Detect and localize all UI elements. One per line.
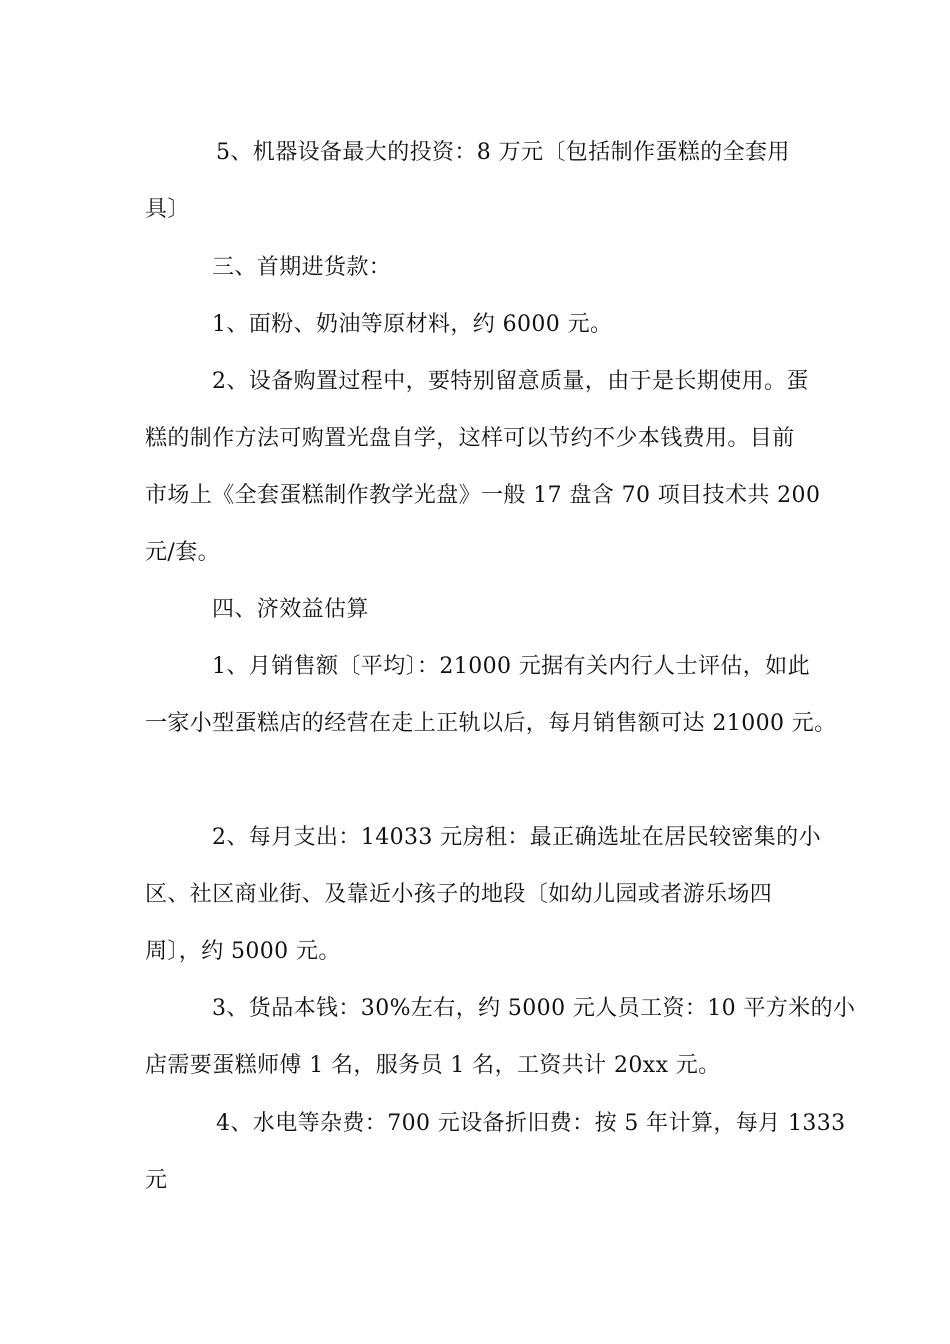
paragraph-8-line-1: 3、货品本钱：30%左右，约 5000 元人员工资：10 平方米的小 [212, 996, 856, 1021]
paragraph-7-line-2: 区、社区商业街、及靠近小孩子的地段〔如幼儿园或者游乐场四 [145, 882, 773, 907]
paragraph-9-line-1: 4、水电等杂费：700 元设备折旧费：按 5 年计算，每月 1333 [216, 1111, 846, 1136]
paragraph-9-line-2: 元 [145, 1168, 168, 1193]
paragraph-8-line-2: 店需要蛋糕师傅 1 名，服务员 1 名，工资共计 20xx 元。 [145, 1053, 721, 1078]
paragraph-4-line-3: 市场上《全套蛋糕制作教学光盘》一般 17 盘含 70 项目技术共 200 [145, 483, 821, 508]
paragraph-4-line-1: 2、设备购置过程中，要特别留意质量，由于是长期使用。蛋 [212, 369, 809, 394]
paragraph-6-line-1: 1、月销售额〔平均〕：21000 元据有关内行人士评估，如此 [212, 654, 810, 679]
paragraph-4-line-4: 元/套。 [145, 540, 221, 565]
paragraph-7-line-3: 周〕，约 5000 元。 [145, 939, 341, 964]
paragraph-4-line-2: 糕的制作方法可购置光盘自学，这样可以节约不少本钱费用。目前 [145, 426, 795, 451]
paragraph-6-line-2: 一家小型蛋糕店的经营在走上正轨以后，每月销售额可达 21000 元。 [145, 711, 837, 736]
paragraph-7-line-1: 2、每月支出：14033 元房租：最正确选址在居民较密集的小 [212, 825, 821, 850]
paragraph-1-line-1: 5、机器设备最大的投资：8 万元〔包括制作蛋糕的全套用 [216, 140, 790, 165]
paragraph-3-line-1: 1、面粉、奶油等原材料，约 6000 元。 [212, 312, 613, 337]
section-heading-initial-stock: 三、首期进货款： [212, 255, 392, 280]
section-heading-benefit-estimate: 四、济效益估算 [212, 597, 369, 622]
paragraph-1-line-2: 具〕 [145, 197, 190, 222]
